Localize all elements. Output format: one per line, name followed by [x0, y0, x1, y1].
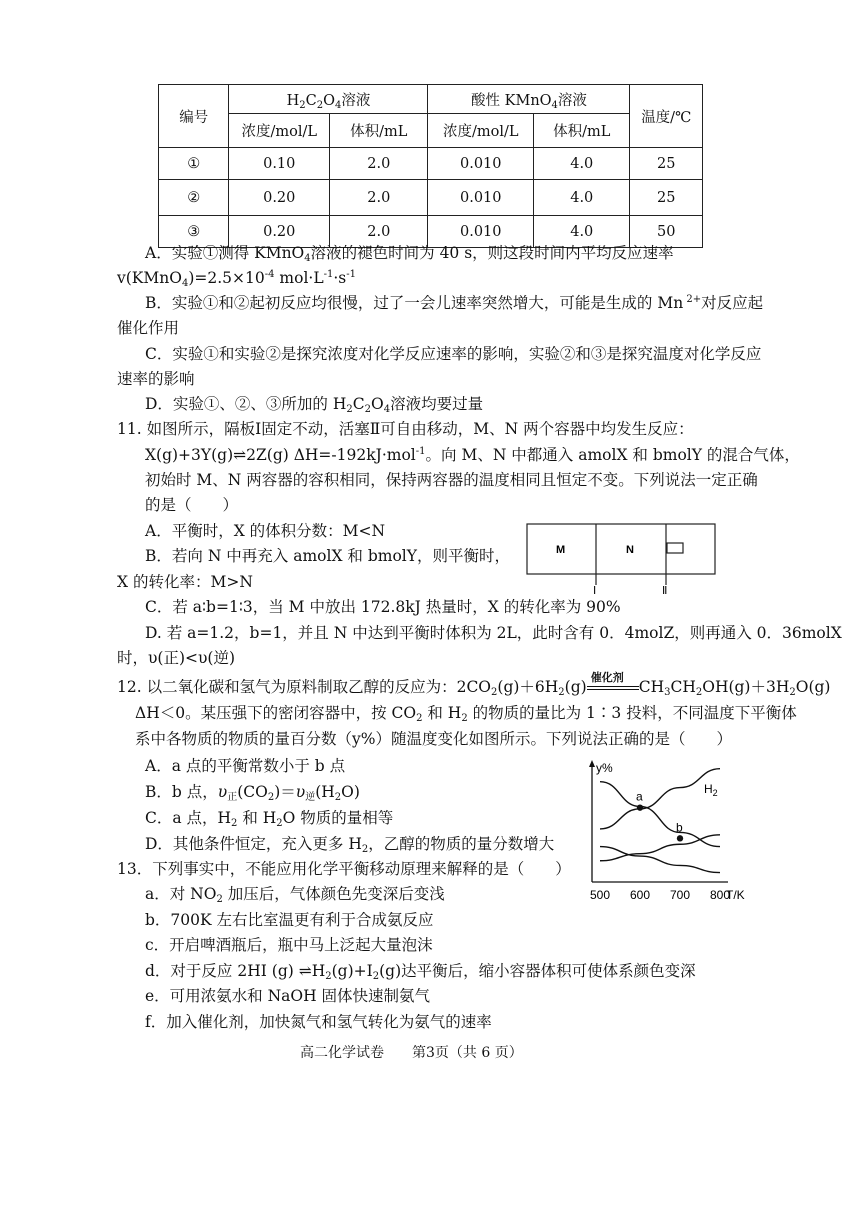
- table-row: ② 0.20 2.0 0.010 4.0 25: [159, 180, 703, 216]
- table-row: ① 0.10 2.0 0.010 4.0 25: [159, 148, 703, 180]
- q10-option-b: B．实验①和②起初反应均很慢，过了一会儿速率突然增大，可能是生成的 Mn $^{2+}$对反应起: [145, 294, 764, 312]
- h2-series-label: $H_2$: [704, 782, 718, 798]
- q13-item-e: e．可用浓氨水和 NaOH 固体快速制氨气: [145, 987, 431, 1005]
- q13-stem: 13．下列事实中，不能应用化学平衡移动原理来解释的是（ ）: [117, 860, 571, 878]
- q11-option-a: A．平衡时，X 的体积分数：M<N: [145, 522, 386, 540]
- q13-item-f: f．加入催化剂，加快氮气和氢气转化为氨气的速率: [145, 1013, 492, 1031]
- temperature-chart: [578, 758, 754, 904]
- table-row: ③ 0.20 2.0 0.010 4.0 50: [159, 216, 703, 248]
- point-label-a: a: [636, 789, 643, 804]
- q11-stem-line3: 初始时 M、N 两容器的容积相同，保持两容器的温度相同且恒定不变。下列说法一定正确: [145, 471, 758, 489]
- x-axis-label: T/K: [726, 888, 745, 902]
- q11-option-c: C．若 a∶b=1∶3，当 M 中放出 172.8kJ 热量时，X 的转化率为 90%: [145, 598, 621, 616]
- point-label-b: b: [676, 820, 683, 835]
- q13-item-c: c．开启啤酒瓶后，瓶中马上泛起大量泡沫: [145, 936, 433, 954]
- q10-option-c: C．实验①和实验②是探究浓度对化学反应速率的影响，实验②和③是探究温度对化学反应: [145, 345, 762, 363]
- q10-option-a-cont: $v(KMnO_4)=2.5\times 10^{-4}$ $mol\cdot L^{-1}\cdot s^{-1}$: [117, 269, 357, 289]
- label-partition-i: Ⅰ: [593, 585, 597, 595]
- q12-option-c: C．a 点，$H_2$ 和 $H_2O$ 物质的量相等: [145, 809, 394, 829]
- point-b: [677, 835, 683, 841]
- header-conc2: 浓度/mol/L: [428, 114, 534, 148]
- q10-option-d: D．实验①、②、③所加的 $H_2C_2O_4$溶液均要过量: [145, 395, 484, 415]
- q11-stem: 11. 如图所示，隔板Ⅰ固定不动，活塞Ⅱ可自由移动，M、N 两个容器中均发生反应：: [117, 420, 694, 438]
- x-tick-label: 700: [670, 888, 691, 902]
- q11-equation: X(g)+3Y(g)⇌2Z(g) ΔH=-192kJ·mol$^{-1}$。向 M、N 中都通入 amolX 和 bmolY 的混合气体，: [145, 446, 800, 464]
- catalyst-arrow: 催化剂: [587, 677, 639, 697]
- x-tick-label: 500: [590, 888, 611, 902]
- q10-option-c-cont: 速率的影响: [117, 370, 195, 388]
- q13-item-d: d．对于反应 2HI (g) $\rightleftharpoons H_2(g)+I_2(g)$达平衡后，缩小容器体积可使体系颜色变深: [145, 962, 696, 982]
- q11-option-b: B．若向 N 中再充入 amolX 和 bmolY，则平衡时，: [145, 547, 510, 565]
- point-a: [637, 804, 643, 810]
- header-vol2: 体积/mL: [534, 114, 630, 148]
- container-diagram: [526, 523, 718, 595]
- series-line-2: [600, 782, 720, 847]
- label-n: N: [626, 544, 634, 556]
- q12-stem: 12. 以二氧化碳和氢气为原料制取乙醇的反应为：$2CO_2(g)+6H_2(g)$ 催化剂 $CH_3CH_2OH(g)+3H_2O(g)$: [117, 671, 831, 698]
- q12-stem-line2: ΔH＜0。某压强下的密闭容器中，按 $CO_2$ 和 $H_2$ 的物质的量比为 1∶3 投料，不同温度下平衡体: [135, 704, 797, 724]
- header-vol1: 体积/mL: [330, 114, 428, 148]
- q10-option-b-cont: 催化作用: [117, 319, 180, 337]
- q12-option-b: B．b 点，$\upsilon_正(CO_2)=\upsilon_逆(H_2O)$: [145, 783, 360, 803]
- q12-option-a: A．a 点的平衡常数小于 b 点: [145, 757, 346, 775]
- series-line-4: [600, 847, 720, 873]
- q13-item-a: a．对 $NO_2$ 加压后，气体颜色先变深后变浅: [145, 885, 445, 905]
- q13-item-b: b．700K 左右比室温更有利于合成氨反应: [145, 911, 434, 929]
- header-no: 编号: [159, 85, 229, 148]
- label-piston-ii: Ⅱ: [662, 585, 668, 595]
- x-tick-label: 800: [710, 888, 731, 902]
- q11-option-d: D. 若 a=1.2，b=1，并且 N 中达到平衡时体积为 2L，此时含有 0．4molZ，则再通入 0．36molX: [145, 624, 842, 642]
- header-temp: 温度/℃: [630, 85, 703, 148]
- label-m: M: [556, 544, 566, 556]
- page-footer: 高二化学试卷 第3页（共 6 页）: [300, 1045, 523, 1061]
- q12-stem-line3: 系中各物质的物质的量百分数（y%）随温度变化如图所示。下列说法正确的是（ ）: [135, 730, 732, 748]
- q11-stem-line4: 的是（ ）: [145, 496, 239, 514]
- header-kmno4: 酸性 KMnO$_4$溶液: [428, 85, 630, 114]
- y-axis-label: y%: [596, 761, 613, 775]
- series-line-3: [600, 835, 720, 861]
- y-axis-arrow: [589, 760, 595, 767]
- header-conc1: 浓度/mol/L: [229, 114, 330, 148]
- experiment-table: [158, 84, 703, 248]
- x-tick-label: 600: [630, 888, 651, 902]
- header-h2c2o4: $H_2C_2O_4$溶液: [229, 85, 428, 114]
- q11-option-b-cont: X 的转化率：M>N: [117, 573, 253, 591]
- q11-option-d-cont: 时，υ(正)<υ(逆): [117, 649, 236, 667]
- q12-option-d: D．其他条件恒定，充入更多 $H_2$，乙醇的物质的量分数增大: [145, 835, 555, 855]
- q10-option-a: A．实验①测得 KMnO$_4$溶液的褪色时间为 40 s，则这段时间内平均反应速率: [145, 244, 674, 264]
